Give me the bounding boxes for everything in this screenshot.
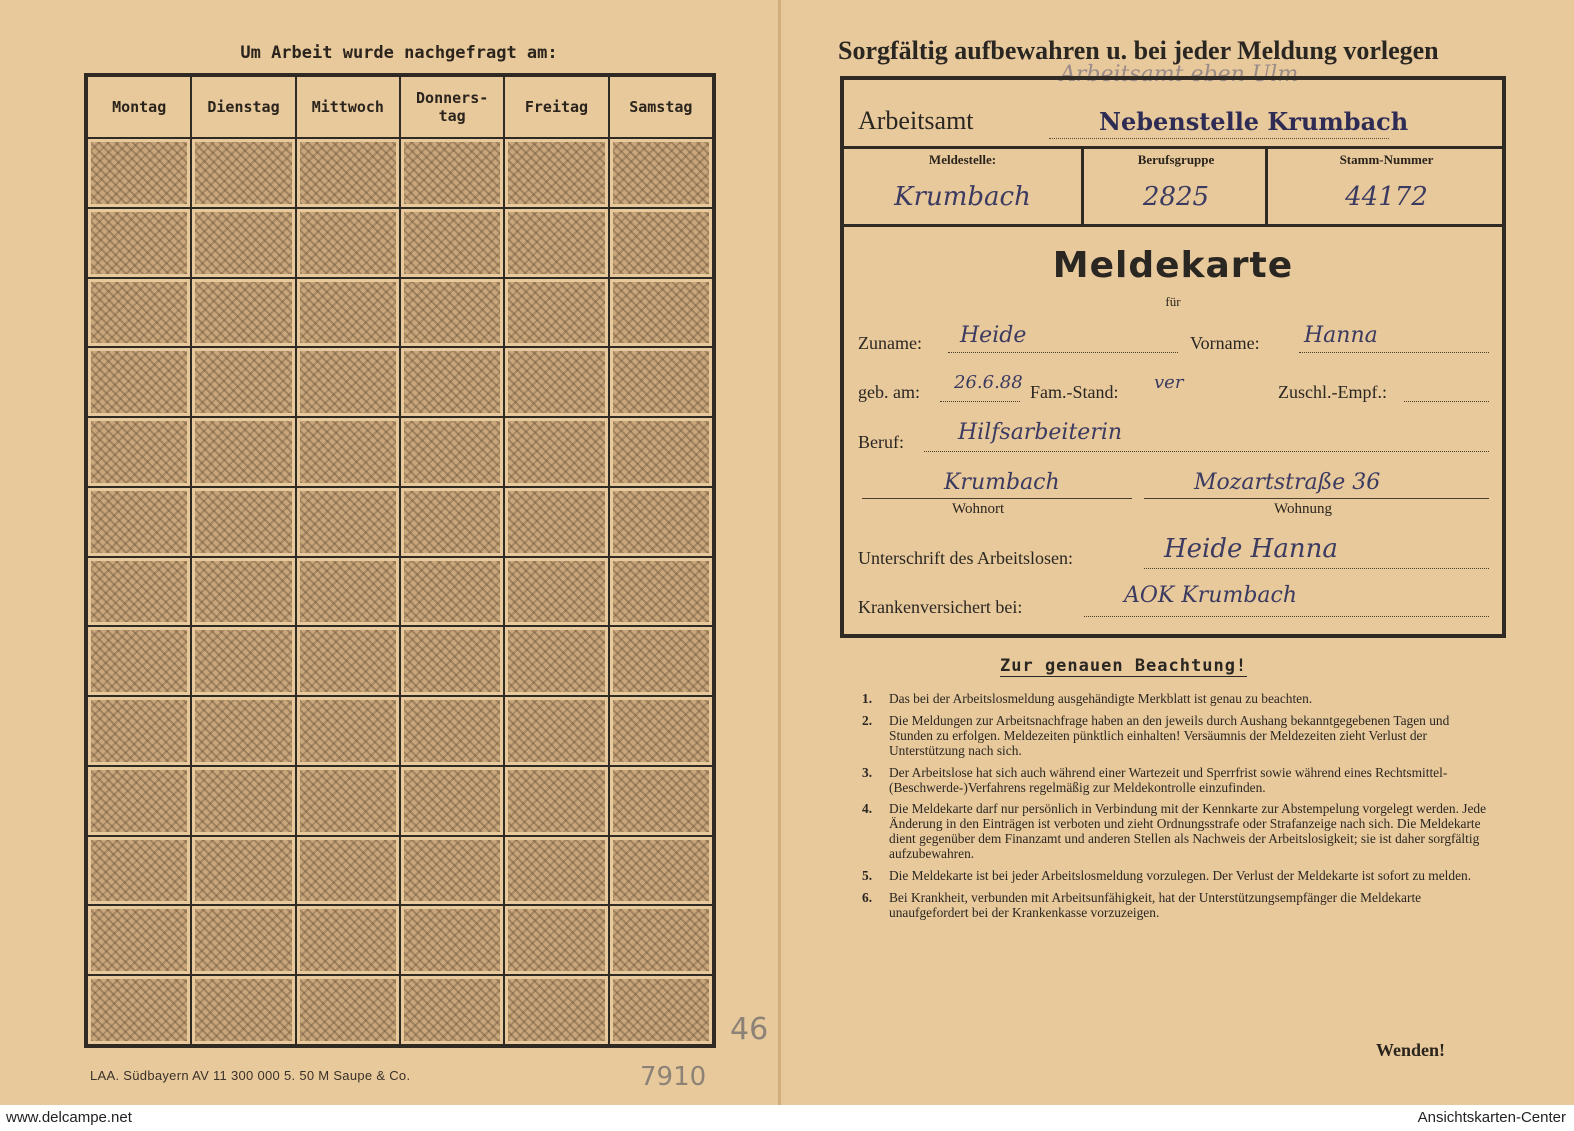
grid-cell	[401, 837, 503, 905]
grid-cell	[401, 767, 503, 835]
grid-cell	[610, 348, 712, 416]
attendance-grid	[84, 73, 716, 1048]
meldestelle-value: Krumbach	[894, 182, 1031, 212]
rule-number: 3.	[862, 764, 873, 780]
grid-cell	[505, 139, 607, 207]
stamm-nummer-value: 44172	[1345, 182, 1428, 212]
grid-cell	[505, 279, 607, 347]
day-header: Freitag	[505, 77, 607, 137]
arbeitsamt-dotted-line	[1049, 138, 1389, 139]
berufsgruppe-label: Berufsgruppe	[1137, 152, 1215, 167]
notice-rules-list	[862, 692, 1490, 928]
left-page-title: Um Arbeit wurde nachgefragt am:	[240, 43, 558, 63]
grid-cell	[192, 488, 294, 556]
beruf-line	[924, 451, 1489, 452]
grid-cell	[505, 418, 607, 486]
grid-cell	[192, 906, 294, 974]
grid-cell	[297, 279, 399, 347]
rule-text: Die Meldekarte ist bei jeder Arbeitslosmeldung vorzulegen. Der Verlust der Meldekarte ist sofort zu melden.	[889, 868, 1472, 884]
grid-cell	[88, 209, 190, 277]
grid-cell	[610, 209, 712, 277]
grid-cell	[610, 558, 712, 626]
notice-rule	[862, 802, 1490, 862]
notice-rule	[862, 766, 1490, 796]
footer-left-text: www.delcampe.net	[6, 1109, 132, 1126]
registration-card	[840, 76, 1506, 638]
grid-cell	[505, 837, 607, 905]
grid-cell	[297, 767, 399, 835]
rule-text: Das bei der Arbeitslosmeldung ausgehändigte Merkblatt ist genau zu beachten.	[889, 691, 1313, 706]
vorname-value: Hanna	[1304, 323, 1378, 348]
wohnung-caption: Wohnung	[1274, 501, 1332, 517]
meldestelle-cell	[844, 146, 1081, 224]
office-info-row	[844, 146, 1502, 227]
notice-title: Zur genauen Beachtung!	[1000, 656, 1248, 676]
grid-cell	[610, 976, 712, 1044]
arbeitsamt-value: Nebenstelle Krumbach	[1099, 107, 1409, 136]
berufsgruppe-cell	[1081, 146, 1268, 224]
grid-cell	[505, 627, 607, 695]
grid-cell	[610, 767, 712, 835]
grid-cell	[88, 139, 190, 207]
footer-right-text: Ansichtskarten-Center	[1417, 1109, 1566, 1126]
geb-line	[940, 401, 1020, 402]
pencil-note-2: 7910	[640, 1062, 707, 1092]
kranken-line	[1084, 616, 1489, 617]
grid-cell	[401, 976, 503, 1044]
grid-cell	[88, 976, 190, 1044]
grid-cell	[297, 348, 399, 416]
grid-cell	[192, 767, 294, 835]
famstand-value: ver	[1154, 372, 1184, 393]
grid-cell	[401, 418, 503, 486]
grid-cell	[401, 488, 503, 556]
beruf-value: Hilfsarbeiterin	[958, 420, 1123, 445]
grid-cell	[192, 697, 294, 765]
rule-number: 6.	[862, 889, 873, 905]
grid-cell	[505, 348, 607, 416]
grid-cell	[401, 209, 503, 277]
zuname-label: Zuname:	[858, 333, 922, 353]
grid-cell	[401, 279, 503, 347]
grid-cell	[610, 139, 712, 207]
grid-cell	[505, 906, 607, 974]
grid-cell	[610, 837, 712, 905]
faint-stamp: Arbeitsamt eben Ulm	[1060, 62, 1299, 87]
wohnung-line	[1144, 498, 1489, 499]
signature-label: Unterschrift des Arbeitslosen:	[858, 548, 1073, 568]
grid-cell	[610, 418, 712, 486]
vorname-label: Vorname:	[1190, 333, 1260, 353]
grid-cell	[88, 837, 190, 905]
notice-rule	[862, 891, 1490, 921]
grid-cell	[88, 906, 190, 974]
grid-cell	[401, 697, 503, 765]
grid-cell	[297, 906, 399, 974]
arbeitsamt-row	[844, 80, 1502, 149]
wohnort-line	[862, 498, 1132, 499]
notice-rule	[862, 692, 1490, 707]
grid-cell	[505, 488, 607, 556]
grid-cell	[192, 627, 294, 695]
rule-number: 4.	[862, 801, 873, 817]
grid-cell	[610, 906, 712, 974]
grid-cell	[401, 348, 503, 416]
grid-cell	[297, 837, 399, 905]
grid-cell	[192, 139, 294, 207]
rule-number: 2.	[862, 712, 873, 728]
grid-cell	[297, 558, 399, 626]
grid-cell	[401, 627, 503, 695]
card-title: Meldekarte	[1052, 245, 1294, 286]
grid-cell	[610, 488, 712, 556]
famstand-label: Fam.-Stand:	[1030, 382, 1119, 402]
pencil-note-1: 46	[730, 1012, 769, 1047]
geb-value: 26.6.88	[954, 372, 1023, 393]
stamm-nummer-cell	[1265, 146, 1505, 224]
grid-cell	[401, 558, 503, 626]
center-fold	[778, 0, 781, 1105]
grid-cell	[88, 558, 190, 626]
turn-over-note: Wenden!	[1376, 1040, 1446, 1060]
berufsgruppe-value: 2825	[1142, 182, 1210, 212]
grid-cell	[610, 627, 712, 695]
grid-cell	[88, 697, 190, 765]
zuname-line	[948, 352, 1178, 353]
stamm-nummer-label: Stamm-Nummer	[1339, 152, 1434, 167]
day-header: Donners- tag	[401, 77, 503, 137]
printer-imprint: LAA. Südbayern AV 11 300 000 5. 50 M Saupe & Co.	[90, 1068, 411, 1083]
grid-cell	[401, 906, 503, 974]
wohnort-caption: Wohnort	[952, 501, 1005, 517]
meldestelle-label: Meldestelle:	[928, 152, 997, 167]
grid-cell	[192, 209, 294, 277]
grid-cell	[297, 627, 399, 695]
kranken-label: Krankenversichert bei:	[858, 597, 1023, 617]
rule-number: 5.	[862, 868, 873, 884]
fuer-label: für	[1165, 294, 1181, 309]
grid-cell	[88, 767, 190, 835]
geb-label: geb. am:	[858, 382, 920, 402]
grid-cell	[88, 348, 190, 416]
notice-rule	[862, 714, 1490, 759]
grid-cell	[505, 209, 607, 277]
rule-number: 1.	[862, 691, 873, 706]
grid-cell	[192, 418, 294, 486]
vorname-line	[1299, 352, 1489, 353]
grid-cell	[192, 279, 294, 347]
grid-cell	[192, 558, 294, 626]
grid-cell	[505, 976, 607, 1044]
kranken-value: AOK Krumbach	[1124, 583, 1298, 608]
grid-cell	[297, 209, 399, 277]
beruf-label: Beruf:	[858, 432, 904, 452]
grid-cell	[88, 488, 190, 556]
grid-cell	[401, 139, 503, 207]
watermark-footer	[0, 1105, 1574, 1131]
zuschl-label: Zuschl.-Empf.:	[1278, 382, 1387, 402]
rule-text: Die Meldungen zur Arbeitsnachfrage haben an den jeweils durch Aushang bekanntgegebenen Tagen und Stunden zu erfolgen. Meldezeiten pünktlich einhalten! Versäumnis der Meldezeiten zieht Verlust der Unterstützung nach sich.	[889, 712, 1450, 758]
grid-cell	[297, 488, 399, 556]
grid-cell	[297, 976, 399, 1044]
grid-cell	[192, 348, 294, 416]
grid-cell	[610, 697, 712, 765]
right-page-header: Sorgfältig aufbewahren u. bei jeder Meldung vorlegen	[838, 36, 1439, 65]
grid-cell	[297, 139, 399, 207]
grid-cell	[297, 697, 399, 765]
grid-cell	[192, 976, 294, 1044]
day-header: Mittwoch	[297, 77, 399, 137]
zuschl-line	[1404, 401, 1489, 402]
signature-value: Heide Hanna	[1164, 534, 1338, 564]
wohnort-value: Krumbach	[944, 470, 1060, 495]
day-header: Dienstag	[192, 77, 294, 137]
grid-cell	[505, 558, 607, 626]
rule-text: Der Arbeitslose hat sich auch während einer Wartezeit und Sperrfrist sowie während eines Rechtsmittel-(Beschwerde-)Verfahrens regelmäßig zur Meldekontrolle einzufinden.	[889, 764, 1448, 795]
grid-cell	[88, 418, 190, 486]
zuname-value: Heide	[960, 323, 1027, 348]
rule-text: Die Meldekarte darf nur persönlich in Verbindung mit der Kennkarte zur Abstempelung vorgelegt werden. Jede Änderung in den Einträgen ist verboten und zieht Ordnungsstrafe oder Strafanzeige nach sich. Die Meldekarte dient gegenüber dem Finanzamt und anderen Stellen als Nachweis der Arbeitslosigkeit; sie ist daher sorgfältig aufzubewahren.	[889, 801, 1487, 862]
arbeitsamt-label: Arbeitsamt	[858, 106, 974, 135]
grid-cell	[88, 279, 190, 347]
grid-cell	[505, 767, 607, 835]
wohnung-value: Mozartstraße 36	[1194, 470, 1381, 495]
grid-cell	[192, 837, 294, 905]
grid-cell	[505, 697, 607, 765]
grid-cell	[610, 279, 712, 347]
day-header: Samstag	[610, 77, 712, 137]
signature-line	[1144, 568, 1489, 569]
grid-cell	[297, 418, 399, 486]
notice-rule	[862, 869, 1490, 884]
grid-cell	[88, 627, 190, 695]
rule-text: Bei Krankheit, verbunden mit Arbeitsunfähigkeit, hat der Unterstützungsempfänger die Meldekarte unaufgefordert bei der Krankenkasse vorzuzeigen.	[889, 889, 1422, 920]
day-header: Montag	[88, 77, 190, 137]
